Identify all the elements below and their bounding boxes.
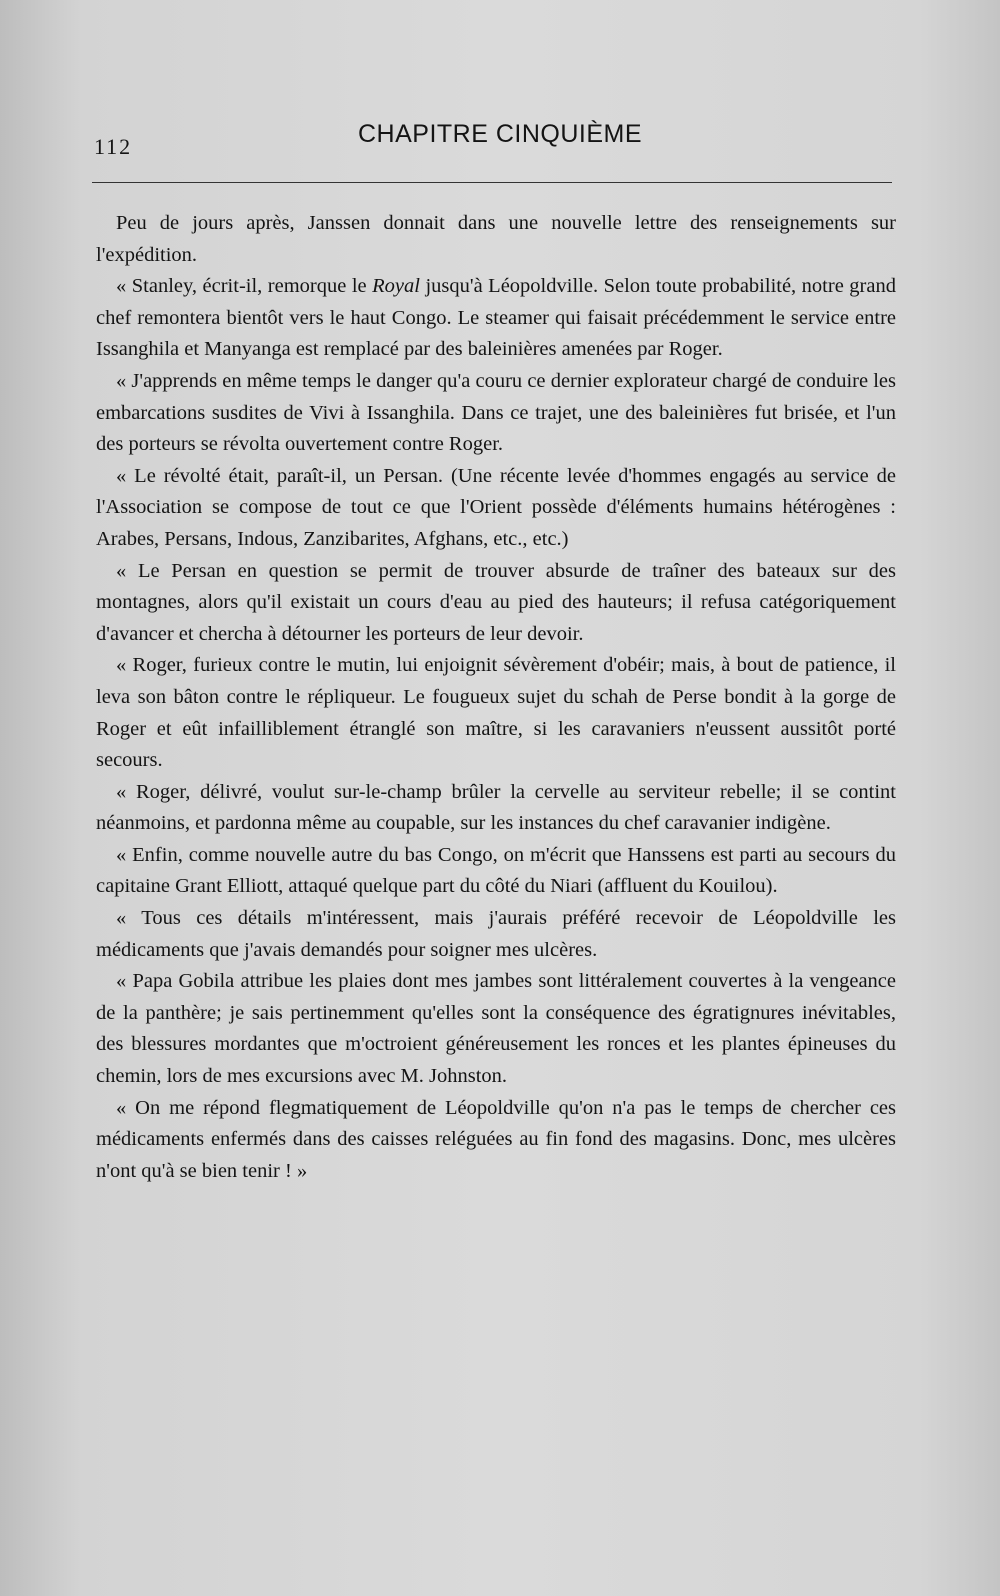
running-head: CHAPITRE CINQUIÈME: [357, 120, 643, 148]
paragraph: « Roger, délivré, voulut sur-le-champ brûler la cervelle au serviteur rebelle; il se contint néanmoins, et pardonna même au coupable, sur les instances du chef caravanier indigène.: [96, 780, 896, 835]
page-header: [0, 120, 1000, 160]
paragraph: « Enfin, comme nouvelle autre du bas Congo, on m'écrit que Hanssens est parti au secours du capitaine Grant Elliott, attaqué quelque part du côté du Niari (affluent du Kouilou).: [96, 843, 896, 898]
paragraph: « On me répond flegmatiquement de Léopoldville qu'on n'a pas le temps de chercher ces médicaments enfermés dans des caisses reléguées au fin fond des magasins. Donc, mes ulcères n'ont qu'à se bien tenir ! »: [96, 1096, 896, 1182]
paragraph: « Papa Gobila attribue les plaies dont mes jambes sont littéralement couvertes à la vengeance de la panthère; je sais pertinemment qu'elles sont la conséquence des égratignures inévitables, des blessures mordantes que m'octroient généreusement les ronces et les plantes épineuses du chemin, lors de mes excursions avec M. Johnston.: [96, 970, 896, 1088]
paragraph: « Stanley, écrit-il, remorque le Royal jusqu'à Léopoldville. Selon toute probabilité, notre grand chef remontera bientôt vers le haut Congo. Le steamer qui faisait précédemment le service entre Issanghila et Manyanga est remplacé par des baleinières amenées par Roger.: [96, 275, 896, 361]
paragraph: « J'apprends en même temps le danger qu'a couru ce dernier explorateur chargé de conduire les embarcations susdites de Vivi à Issanghila. Dans ce trajet, une des baleinières fut brisée, et l'un des porteurs se révolta ouvertement contre Roger.: [96, 369, 896, 456]
header-rule: [92, 182, 892, 183]
body-text: [96, 208, 896, 1187]
page-number: 112: [94, 134, 133, 159]
ship-name: Royal: [372, 275, 420, 298]
paragraph: « Le révolté était, paraît-il, un Persan. (Une récente levée d'hommes engagés au service de l'Association se compose de tout ce que l'Orient possède d'éléments humains hétérogènes : Arabes, Persans, Indous, Zanzibarites, Afghans, etc., etc.): [96, 464, 896, 550]
paragraph: « Roger, furieux contre le mutin, lui enjoignit sévèrement d'obéir; mais, à bout de patience, il leva son bâton contre le répliqueur. Le fougueux sujet du schah de Perse bondit à la gorge de Roger et eût infailliblement étranglé son maître, si les caravaniers n'eussent aussitôt porté secours.: [96, 654, 896, 772]
paragraph: « Le Persan en question se permit de trouver absurde de traîner des bateaux sur des montagnes, alors qu'il existait un cours d'eau au pied des hauteurs; il refusa catégoriquement d'avancer et chercha à détourner les porteurs de leur devoir.: [96, 559, 896, 645]
paragraph: « Tous ces détails m'intéressent, mais j'aurais préféré recevoir de Léopoldville les médicaments que j'avais demandés pour soigner mes ulcères.: [96, 907, 896, 961]
paragraph: Peu de jours après, Janssen donnait dans une nouvelle lettre des renseignements sur l'expédition.: [96, 212, 896, 266]
